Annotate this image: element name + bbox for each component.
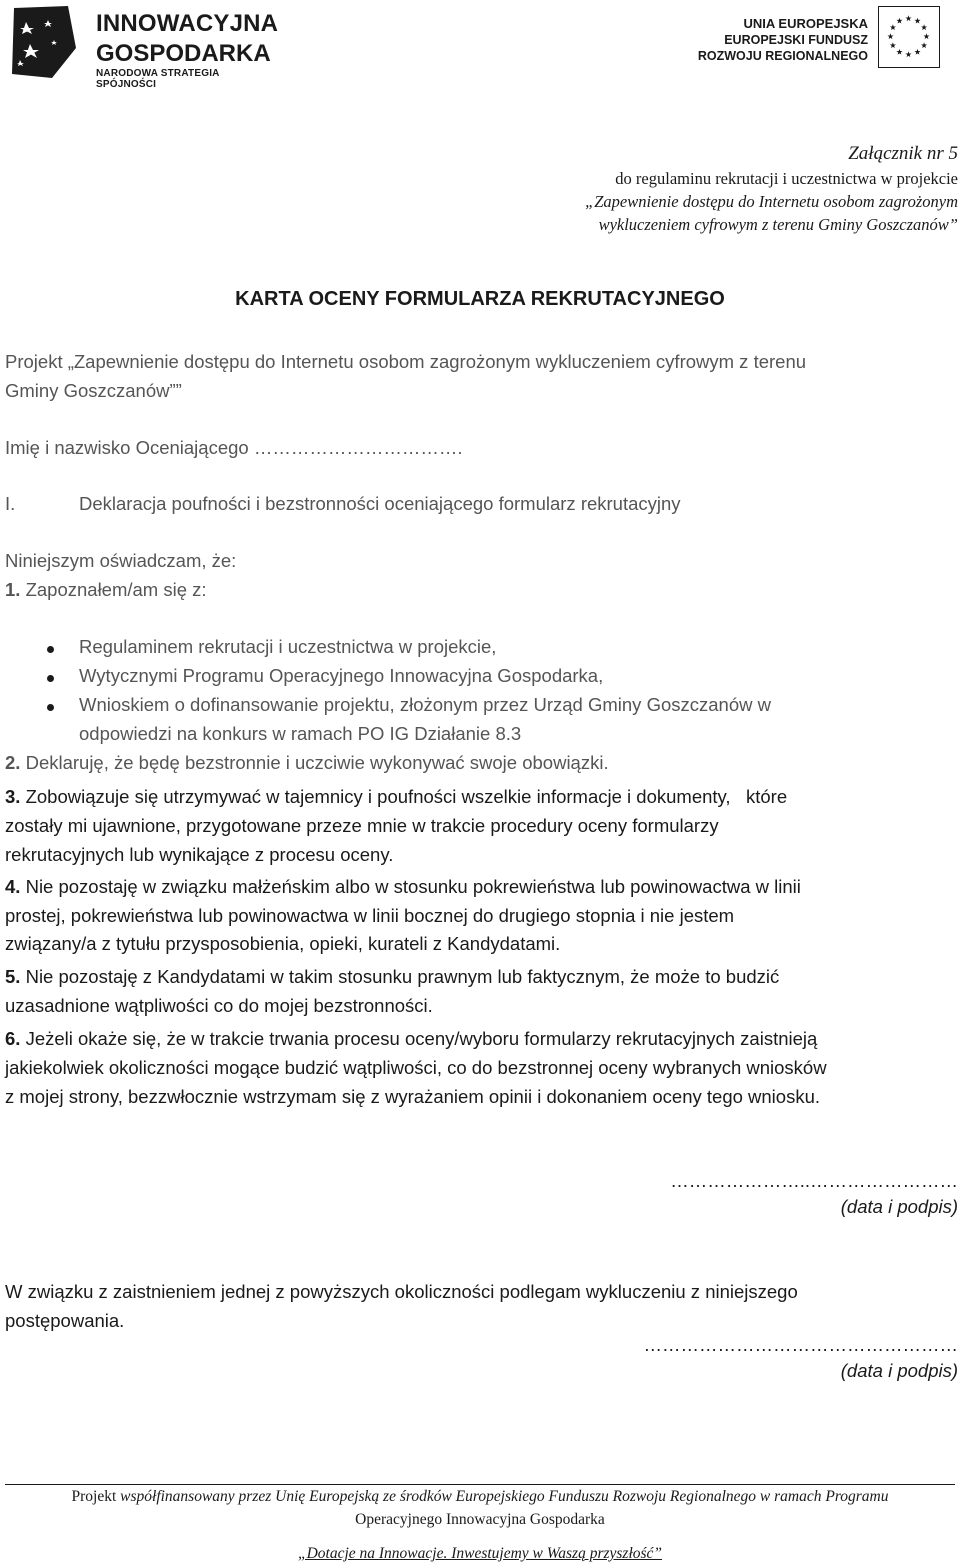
eu-star-icon: [887, 33, 893, 39]
eu-logo-line-2: EUROPEJSKI FUNDUSZ: [724, 33, 868, 47]
exclusion-line-1: W związku z zaistnieniem jednej z powyższych okoliczności podlegam wykluczeniu z niniejszego: [5, 1281, 798, 1302]
item-3-line-3: rekrutacyjnych lub wynikające z procesu oceny.: [5, 844, 394, 865]
eu-star-icon: [905, 51, 911, 57]
annex-line-3: wykluczeniem cyfrowym z terenu Gminy Goszczanów”: [598, 215, 958, 234]
bullet-icon: [47, 675, 54, 682]
section-numeral: I.: [5, 493, 16, 514]
eu-star-icon: [914, 49, 920, 55]
innowacyjna-gospodarka-logo: [8, 4, 279, 90]
item-3-text: Zobowiązuje się utrzymywać w tajemnicy i poufności wszelkie informacje i dokumenty, które: [20, 786, 788, 807]
item-6-line-1: [5, 1024, 817, 1053]
bullet-item-3: Wnioskiem o dofinansowanie projektu, złożonym przez Urząd Gminy Goszczanów w: [79, 694, 771, 715]
item-6-line-3: z mojej strony, bezzwłocznie wstrzymam się z wyrażaniem opinii i dokonaniem oceny tego wniosku.: [5, 1086, 821, 1107]
eu-flag-icon: [878, 6, 940, 68]
bullet-item-1: Regulaminem rekrutacji i uczestnictwa w projekcie,: [79, 636, 497, 657]
item-6-line-2: jakiekolwiek okoliczności mogące budzić wątpliwości, co do bezstronnej oceny wybranych wniosków: [5, 1057, 827, 1078]
annex-title: Załącznik nr 5: [848, 143, 958, 164]
item-3-number: 3.: [5, 786, 21, 807]
item-6-number: 6.: [5, 1028, 21, 1049]
section-title: Deklaracja poufności i bezstronności oceniającego formularz rekrutacyjny: [79, 493, 681, 514]
exclusion-line-2: postępowania.: [5, 1310, 125, 1331]
item-2-text: Deklaruję, że będę bezstronnie i uczciwie wykonywać swoje obowiązki.: [20, 752, 609, 773]
footer-line-1-a: Projekt: [71, 1488, 121, 1505]
star-cluster-logo-icon: [8, 4, 78, 80]
bullet-item-3-continued: odpowiedzi na konkurs w ramach PO IG Działanie 8.3: [79, 723, 522, 744]
item-4-line-2: prostej, pokrewieństwa lub powinowactwa w linii bocznej do drugiego stopnia i nie jestem: [5, 905, 735, 926]
annex-line-1: do regulaminu rekrutacji i uczestnictwa w projekcie: [615, 169, 958, 188]
evaluator-name-field: Imię i nazwisko Oceniającego …………………………….: [5, 437, 463, 458]
eu-star-icon: [905, 15, 911, 21]
footer-slogan: „Dotacje na Innowacje. Inwestujemy w Waszą przyszłość”: [297, 1545, 663, 1562]
item-5-text: Nie pozostaję z Kandydatami w takim stosunku prawnym lub faktycznym, że może to budzić: [20, 966, 780, 987]
eu-logo-text: [698, 16, 868, 64]
item-4-number: 4.: [5, 876, 21, 897]
item-4-text: Nie pozostaję w związku małżeńskim albo w stosunku pokrewieństwa lub powinowactwa w linii: [20, 876, 801, 897]
item-3-line-2: zostały mi ujawnione, przygotowane przeze mnie w trakcie procedury oceny formularzy: [5, 815, 719, 836]
bullet-icon: [47, 704, 54, 711]
footer-line-1-b: współfinansowany przez Unię Europejską ze środków Europejskiego Funduszu Rozwoju Regionalnego w ramach Programu: [120, 1488, 889, 1505]
eu-star-icon: [914, 18, 920, 24]
logo-line-1: INNOWACYJNA: [96, 10, 279, 37]
item-5-number: 5.: [5, 966, 21, 987]
item-1-text: Zapoznałem/am się z:: [20, 579, 207, 600]
eu-star-icon: [896, 18, 902, 24]
signature-2-label: (data i podpis): [840, 1360, 958, 1381]
eu-star-icon: [890, 42, 896, 48]
project-line-2: Gminy Goszczanów””: [5, 380, 182, 401]
eu-logo-line-1: UNIA EUROPEJSKA: [743, 16, 868, 31]
item-1-number: 1.: [5, 579, 21, 600]
intro-text: Niniejszym oświadczam, że:: [5, 550, 237, 571]
eu-star-icon: [896, 49, 902, 55]
item-5-line-2: uzasadnione wątpliwości co do mojej bezstronności.: [5, 995, 433, 1016]
item-2: [5, 748, 609, 777]
footer-line-2: Operacyjnego Innowacyjna Gospodarka: [355, 1511, 605, 1528]
eu-logo-line-3: ROZWOJU REGIONALNEGO: [697, 49, 868, 63]
item-3-line-1: [5, 782, 787, 811]
item-4-line-1: [5, 872, 801, 901]
footer-line-1: [0, 1488, 960, 1506]
bullet-item-2: Wytycznymi Programu Operacyjnego Innowacyjna Gospodarka,: [79, 665, 604, 686]
item-6-text: Jeżeli okaże się, że w trakcie trwania procesu oceny/wyboru formularzy rekrutacyjnych zaistnieją: [20, 1028, 818, 1049]
logo-line-2: GOSPODARKA: [96, 40, 271, 67]
signature-dots: …………………..……………………: [670, 1170, 958, 1191]
eu-star-icon: [921, 42, 927, 48]
footer-divider: [5, 1484, 955, 1485]
annex-line-2: „Zapewnienie dostępu do Internetu osobom zagrożonym: [585, 192, 958, 211]
item-5-line-1: [5, 962, 779, 991]
eu-star-icon: [923, 33, 929, 39]
eu-star-icon: [890, 24, 896, 30]
signature-2-dots: ……………………………………………: [643, 1334, 958, 1355]
item-4-line-3: związany/a z tytułu przysposobienia, opieki, kurateli z Kandydatami.: [5, 933, 561, 954]
document-title: KARTA OCENY FORMULARZA REKRUTACYJNEGO: [235, 288, 725, 310]
project-line-1: Projekt „Zapewnienie dostępu do Internetu osobom zagrożonym wykluczeniem cyfrowym z terenu: [5, 351, 807, 372]
item-1: [5, 575, 207, 604]
eu-star-icon: [921, 24, 927, 30]
eu-logo: [695, 6, 940, 68]
signature-label: (data i podpis): [840, 1196, 958, 1217]
item-2-number: 2.: [5, 752, 21, 773]
logo-line-3: NARODOWA STRATEGIA SPÓJNOŚCI: [96, 68, 220, 90]
bullet-icon: [47, 646, 54, 653]
